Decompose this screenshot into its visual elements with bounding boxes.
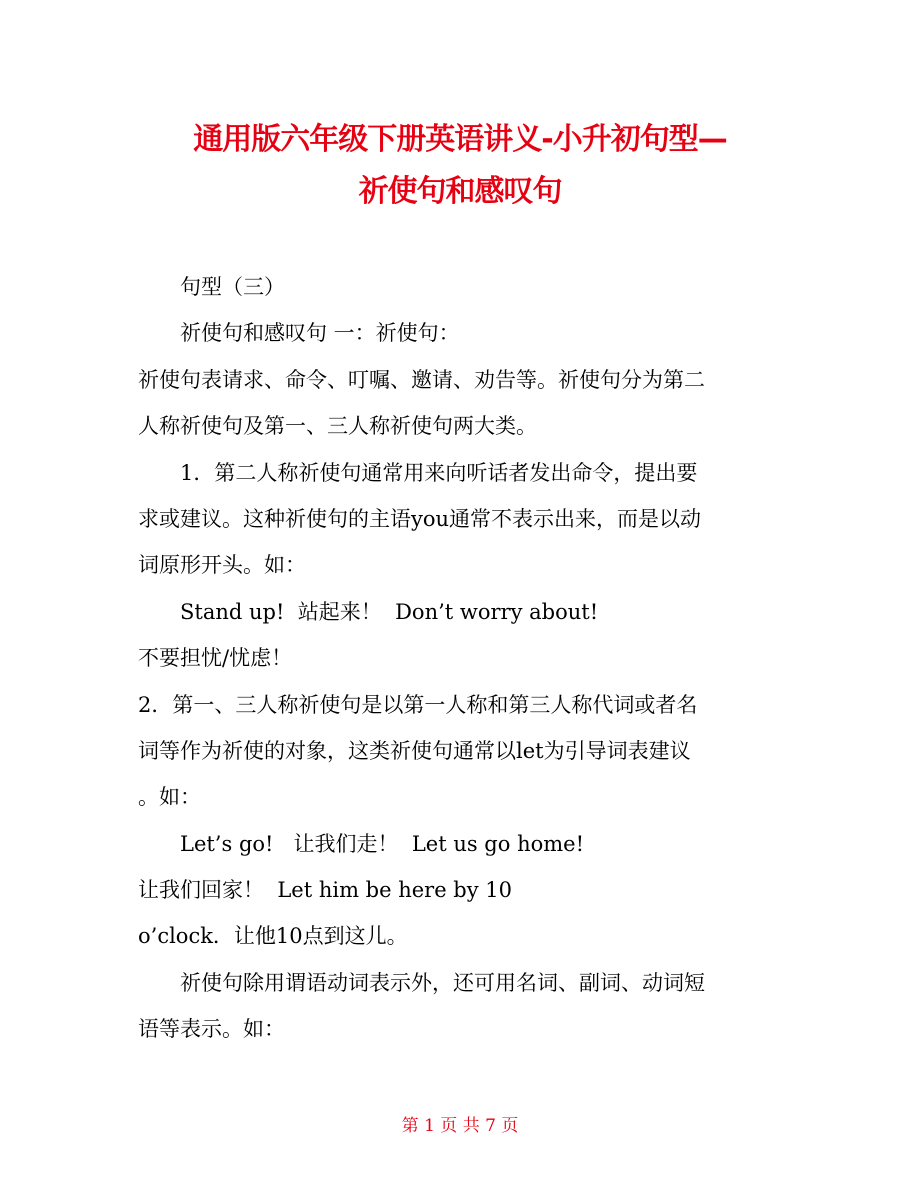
- paragraph-line: 人称祈使句及第一、三人称祈使句两大类。: [138, 414, 537, 439]
- paragraph-line: 2．第一、三人称祈使句是以第一人称和第三人称代词或者名: [138, 692, 698, 717]
- paragraph-line: 词等作为祈使的对象，这类祈使句通常以let为引导词表建议: [138, 738, 691, 763]
- paragraph-line: 。如：: [138, 785, 201, 810]
- example-line: 不要担忧/忧虑！: [138, 646, 293, 671]
- document-title-line-2: 祈使句和感叹句: [358, 174, 562, 209]
- page-number-footer: 第 1 页 共 7 页: [401, 1116, 519, 1136]
- document-title-line-1: 通用版六年级下册英语讲义-小升初句型—: [193, 122, 727, 157]
- paragraph-line: 祈使句除用谓语动词表示外，还可用名词、副词、动词短: [180, 970, 705, 995]
- subsection-heading: 祈使句和感叹句 一：祈使句：: [180, 321, 460, 346]
- example-line: Stand up! 站起来！ Don’t worry about!: [180, 599, 599, 624]
- paragraph-line: 求或建议。这种祈使句的主语you通常不表示出来，而是以动: [138, 506, 702, 531]
- example-line: o’clock．让他10点到这儿。: [138, 924, 408, 949]
- example-line: Let’s go! 让我们走！ Let us go home!: [180, 831, 585, 856]
- paragraph-line: 祈使句表请求、命令、叮嘱、邀请、劝告等。祈使句分为第二: [138, 367, 705, 392]
- paragraph-line: 语等表示。如：: [138, 1017, 285, 1042]
- paragraph-line: 词原形开头。如：: [138, 553, 306, 578]
- section-heading: 句型（三）: [180, 275, 285, 299]
- document-body: [138, 264, 798, 1053]
- example-line: 让我们回家！ Let him be here by 10: [138, 878, 513, 903]
- paragraph-line: 1．第二人称祈使句通常用来向听话者发出命令，提出要: [180, 460, 698, 485]
